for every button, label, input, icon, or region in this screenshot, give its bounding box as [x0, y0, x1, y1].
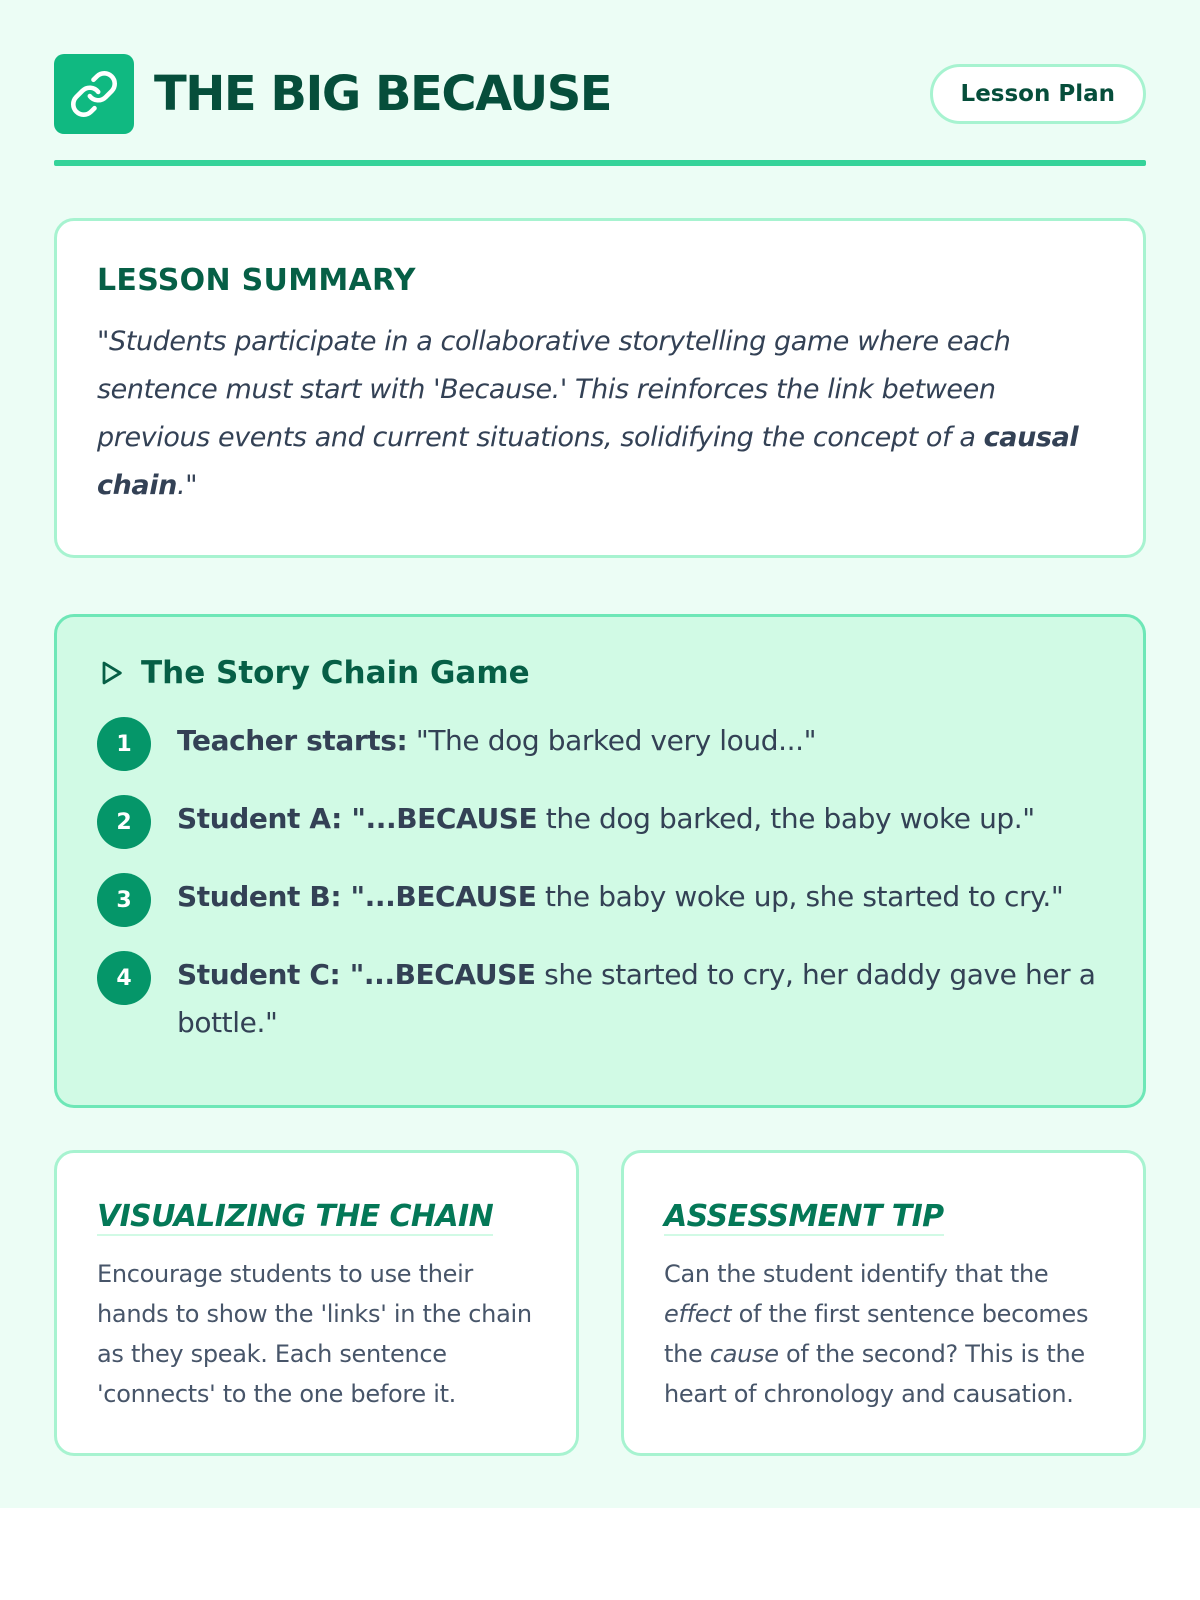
step-speaker: Student C:: [177, 958, 341, 991]
step-speaker: Student B:: [177, 880, 342, 913]
lesson-plan-badge: Lesson Plan: [930, 64, 1146, 124]
assessment-text-part: of the first sentence becomes the: [664, 1300, 1089, 1368]
step-keyword: "...BECAUSE: [341, 880, 537, 913]
step-number: 3: [97, 873, 151, 927]
step-sentence: "The dog barked very loud...": [407, 724, 817, 757]
step-sentence: the baby woke up, she started to cry.": [536, 880, 1064, 913]
assessment-text-part: Can the student identify that the: [664, 1260, 1049, 1288]
lesson-summary-card: [54, 218, 1146, 558]
step-speaker: Student A:: [177, 802, 342, 835]
link-icon: [54, 54, 134, 134]
game-step: [97, 717, 1103, 771]
play-icon: [97, 659, 125, 687]
step-number: 4: [97, 951, 151, 1005]
step-sentence: the dog barked, the baby woke up.": [537, 802, 1035, 835]
page-title: THE BIG BECAUSE: [154, 66, 612, 122]
header: [54, 54, 1146, 134]
game-step: [97, 795, 1103, 849]
visualizing-chain-heading: VISUALIZING THE CHAIN: [97, 1199, 494, 1234]
step-speaker: Teacher starts:: [177, 724, 408, 757]
lesson-summary-text: [97, 318, 1103, 510]
assessment-tip-text: [664, 1254, 1103, 1414]
tips-row: [54, 1150, 1146, 1456]
summary-bold-term: causal chain: [97, 422, 1079, 501]
game-step: [97, 873, 1103, 927]
step-text: [177, 795, 1035, 843]
assessment-tip-card: [621, 1150, 1146, 1456]
story-chain-game-card: [54, 614, 1146, 1108]
step-keyword: "...BECAUSE: [340, 958, 536, 991]
assessment-tip-heading: ASSESSMENT TIP: [664, 1199, 944, 1234]
game-step: [97, 951, 1103, 1047]
step-text: [177, 873, 1063, 921]
step-sentence: she started to cry, her daddy gave her a bottle.": [177, 958, 1096, 1039]
summary-text-end: .": [176, 470, 198, 501]
step-keyword: "...BECAUSE: [341, 802, 538, 835]
assessment-emphasis-cause: cause: [709, 1340, 779, 1368]
visualizing-chain-card: [54, 1150, 579, 1456]
visualizing-chain-text: Encourage students to use their hands to show the 'links' in the chain as they speak. Each sentence 'connects' to the one before it.: [97, 1260, 532, 1408]
game-title: The Story Chain Game: [141, 655, 530, 691]
game-steps-list: [97, 717, 1103, 1047]
step-number: 1: [97, 717, 151, 771]
step-number: 2: [97, 795, 151, 849]
brand: [54, 54, 611, 134]
story-chain-game-heading: [97, 655, 1103, 691]
step-text: [177, 951, 1103, 1047]
assessment-emphasis-effect: effect: [664, 1300, 732, 1328]
summary-text-part: "Students participate in a collaborative storytelling game where each sentence must start with 'Because.' This reinforces the link between previous events and current situations, solidifying the concept of a: [97, 326, 1011, 453]
header-divider: [54, 160, 1146, 166]
lesson-summary-heading: LESSON SUMMARY: [97, 263, 416, 298]
step-text: [177, 717, 816, 765]
assessment-text-part: of the second? This is the heart of chronology and causation.: [664, 1340, 1085, 1408]
